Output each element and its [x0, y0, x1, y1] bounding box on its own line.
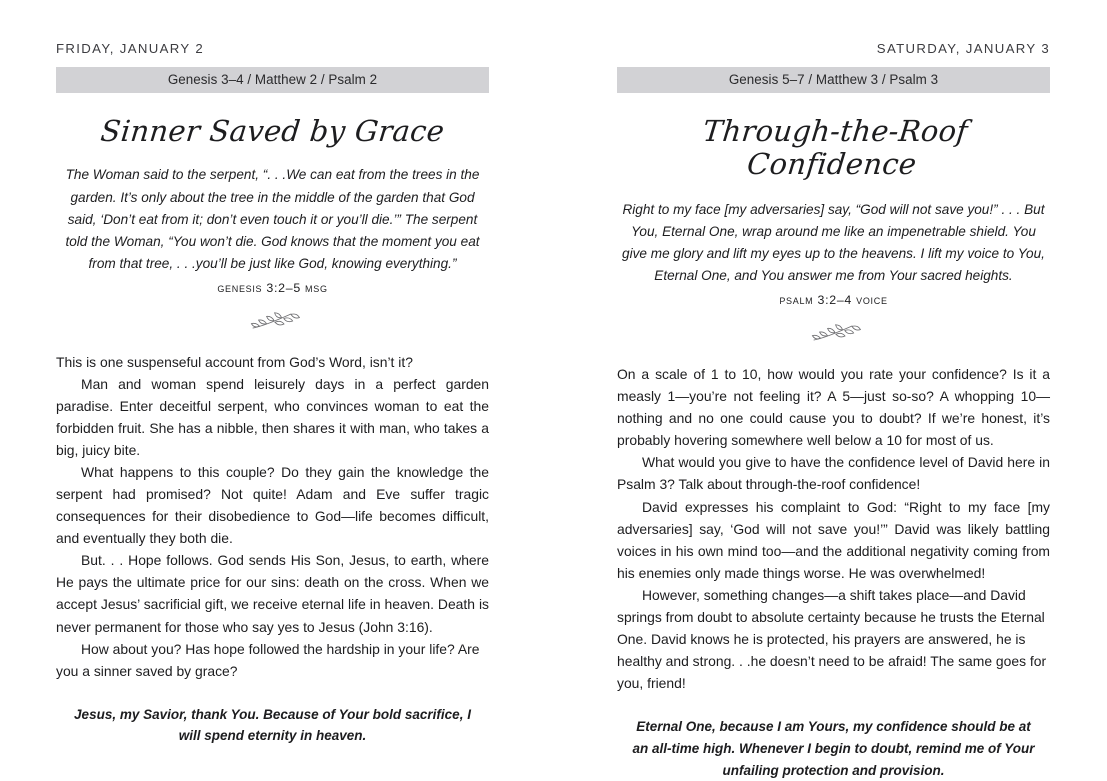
body-paragraph: But. . . Hope follows. God sends His Son, Jesus, to earth, where He pays the ultimate price for our sins: death on the cross. When we accept Jesus’ sacrificial gift, we receive eternal life in heaven. Death is never permanent for those who say yes to Jesus (John 3:16).	[56, 552, 489, 635]
running-head-date: SATURDAY, JANUARY 3	[876, 41, 1050, 56]
body-paragraph: On a scale of 1 to 10, how would you rate your confidence? Is it a measly 1—you’re not feeling it? A 5—just so-so? A whopping 10—nothing and no one could cause you to doubt? If we’re honest, it’s probably hovering somewhere well below a 10 for most of us.	[617, 366, 1050, 449]
devotion-body-right	[617, 363, 1050, 693]
reading-plan-band: Genesis 5–7 / Matthew 3 / Psalm 3	[617, 67, 1050, 93]
scripture-epigraph: Right to my face [my adversaries] say, “God will not save you!” . . . But You, Eternal One, wrap around me like an impenetrable shield. You give me glory and lift my eyes up to the heavens. I lift my voice to You, Eternal One, and You answer me from Your sacred heights.	[622, 201, 1045, 284]
page-right	[553, 0, 1106, 778]
scripture-epigraph: The Woman said to the serpent, “. . .We can eat from the trees in the garden. It’s only about the tree in the middle of the garden that God said, ‘Don’t eat from it; don’t even touch it or you’ll die.’” The serpent told the Woman, “You won’t die. God knows that the moment you eat from that tree, . . .you’ll be just like God, knowing everything.”	[65, 167, 480, 271]
devotion-title: Sinner Saved by Grace	[99, 114, 447, 148]
body-paragraph: David expresses his complaint to God: “Right to my face [my adversaries] say, ‘God will not save you!’” David was likely battling voices in his own mind too—and the additional negativity coming from his enemies only made things worse. He was overwhelmed!	[617, 498, 1050, 581]
closing-prayer: Jesus, my Savior, thank You. Because of Your bold sacrifice, I will spend eternity in heaven.	[74, 706, 471, 744]
body-paragraph: What would you give to have the confidence level of David here in Psalm 3? Talk about through-the-roof confidence!	[617, 454, 1050, 493]
leaf-sprig-icon	[245, 309, 301, 335]
running-head-date: FRIDAY, JANUARY 2	[56, 41, 205, 56]
body-paragraph: This is one suspenseful account from God’s Word, isn’t it?	[56, 354, 413, 371]
body-paragraph: How about you? Has hope followed the hardship in your life? Are you a sinner saved by grace?	[56, 640, 480, 679]
scripture-reference: genesis 3:2–5 msg	[217, 281, 328, 296]
body-paragraph: However, something changes—a shift takes place—and David springs from doubt to absolute certainty because he trusts the Eternal One. David knows he is protected, his prayers are answered, he is healthy and strong. . .he doesn’t need to be afraid! The same goes for you, friend!	[617, 586, 1047, 691]
reading-plan-band: Genesis 3–4 / Matthew 2 / Psalm 2	[56, 67, 489, 93]
leaf-sprig-icon	[806, 321, 862, 347]
body-paragraph: Man and woman spend leisurely days in a perfect garden paradise. Enter deceitful serpent, who convinces woman to eat the forbidden fruit. She has a nibble, then shares it with man, who takes a big, juicy bite.	[56, 376, 489, 459]
devotion-body-left	[56, 351, 489, 681]
body-paragraph: What happens to this couple? Do they gain the knowledge the serpent had promised? Not quite! Adam and Eve suffer tragic consequences for their disobedience to God—life becomes difficult, and eventually they both die.	[56, 464, 489, 547]
devotion-title: Through-the-Roof Confidence	[701, 114, 970, 182]
closing-prayer: Eternal One, because I am Yours, my confidence should be at an all-time high. Whenever I begin to doubt, remind me of Your unfailing protection and provision.	[632, 718, 1035, 778]
page-left	[0, 0, 553, 775]
scripture-reference: psalm 3:2–4 voice	[779, 293, 888, 308]
